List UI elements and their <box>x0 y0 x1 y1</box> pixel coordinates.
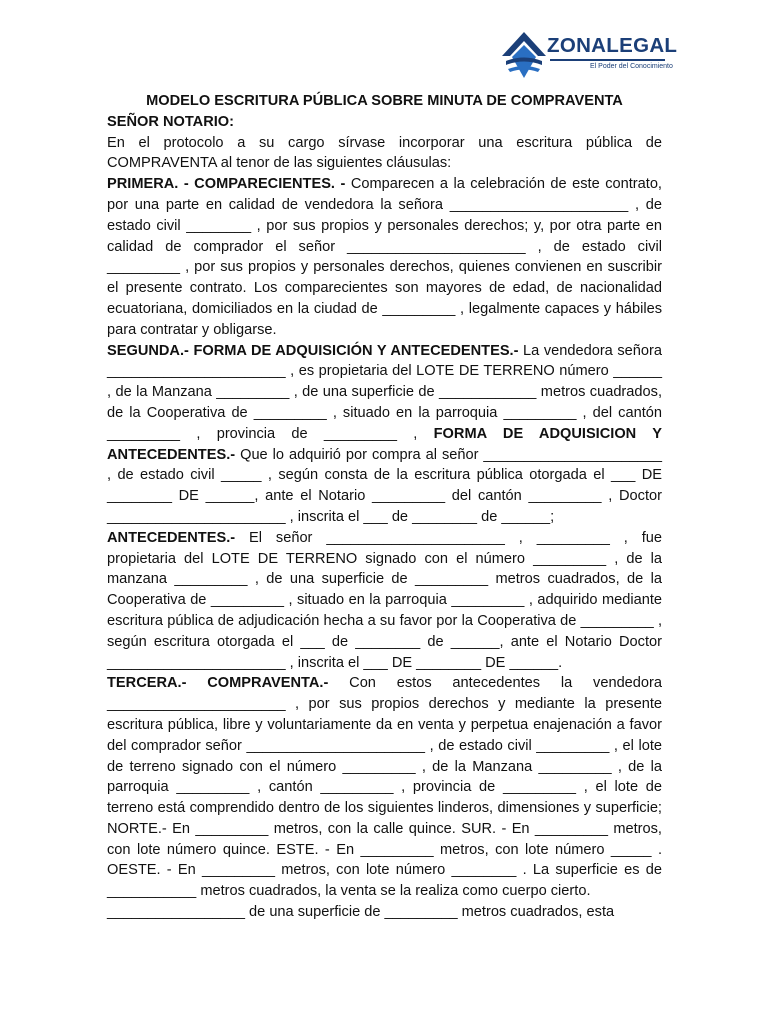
clause-tercera-heading: TERCERA.- COMPRAVENTA.- <box>107 675 329 692</box>
intro-paragraph: En el protocolo a su cargo sírvase incorporar una escritura pública de COMPRAVENTA al tenor de las siguientes cláusulas: <box>107 134 662 172</box>
logo-tagline: El Poder del Conocimiento <box>590 63 673 70</box>
clause-tercera <box>107 673 662 902</box>
clause-antecedentes-text: El señor ______________________ , _________ , fue propietaria del LOTE DE TERRENO signado con el número _________ , de la manzana _________ , de una superficie de _________ metros cuadrados, de la Cooperativa de _________ , situado en la parroquia _________ , adquirido mediante escritura pública de adjudicación hecha a su favor por la Cooperativa de _________ , según escritura otorgada el ___ de ________ de ______, ante el Notario Doctor ______________________ , inscrita el ___ DE ________ DE ______. <box>107 529 662 671</box>
clause-primera-text: Comparecen a la celebración de este contrato, por una parte en calidad de vendedora la señora ______________________ , de estado civil ________ , por sus propios y personales derechos; y, por otra parte en calidad de comprador el señor ______________________ , de estado civil _________ , por sus propios y personales derechos, quienes convienen en suscribir el presente contrato. Los comparecientes son mayores de edad, de nacionalidad ecuatoriana, domiciliados en la ciudad de _________ , legalmente capaces y hábiles para contratar y obligarse. <box>107 176 662 338</box>
clause-segunda <box>107 341 662 528</box>
clause-segunda-subheading: FORMA DE ADQUISICION Y ANTECEDENTES.- <box>107 425 662 463</box>
logo-name: ZONALEGAL <box>547 34 678 57</box>
clause-antecedentes-heading: ANTECEDENTES.- <box>107 529 236 546</box>
clause-antecedentes <box>107 528 662 674</box>
logo-divider <box>550 59 665 61</box>
clause-primera-heading: PRIMERA. - COMPARECIENTES. - <box>107 176 346 193</box>
clause-tercera-text: Con estos antecedentes la vendedora ______________________ , por sus propios derechos y mediante la presente escritura pública, libre y voluntariamente da en venta y perpetua enajenación a favor del comprador señor ______________________ , de estado civil _________ , el lote de terreno signado con el número _________ , de la Manzana _________ , de la parroquia _________ , cantón _________ , provincia de _________ , el lote de terreno está comprendido dentro de los siguientes linderos, dimensiones y superficie; NORTE.- En _________ metros, con la calle quince. SUR. - En _________ metros, con lote número quince. ESTE. - En _________ metros, con lote número _____ . OESTE. - En _________ metros, con lote número ________ . La superficie es de ___________ metros cuadrados, la venta se la realiza como cuerpo cierto. <box>107 675 663 900</box>
logo-mark-icon <box>500 30 548 80</box>
document-body <box>107 91 662 923</box>
clause-segunda-text-1: La vendedora señora ______________________ , es propietaria del LOTE DE TERRENO número ______ , de la Manzana _________ , de una superficie de ____________ metros cuadrados, de la Cooperativa de _________ , situado en la parroquia _________ , del cantón _________ , provincia de _________ , <box>107 342 662 442</box>
last-line: _________________ de una superficie de _________ metros cuadrados, esta <box>107 904 615 921</box>
clause-segunda-heading: SEGUNDA.- FORMA DE ADQUISICIÓN Y ANTECEDENTES.- <box>107 342 519 359</box>
document-title: MODELO ESCRITURA PÚBLICA SOBRE MINUTA DE COMPRAVENTA <box>146 93 623 109</box>
clause-segunda-text-2: Que lo adquirió por compra al señor ______________________ , de estado civil _____ , según consta de la escritura pública otorgada el ___ DE ________ DE ______, ante el Notario _________ del cantón _________ , Doctor ______________________ , inscrita el ___ de ________ de ______; <box>107 446 662 525</box>
zonalegal-logo <box>500 30 678 80</box>
clause-primera <box>107 174 662 340</box>
salutation: SEÑOR NOTARIO: <box>107 113 235 130</box>
